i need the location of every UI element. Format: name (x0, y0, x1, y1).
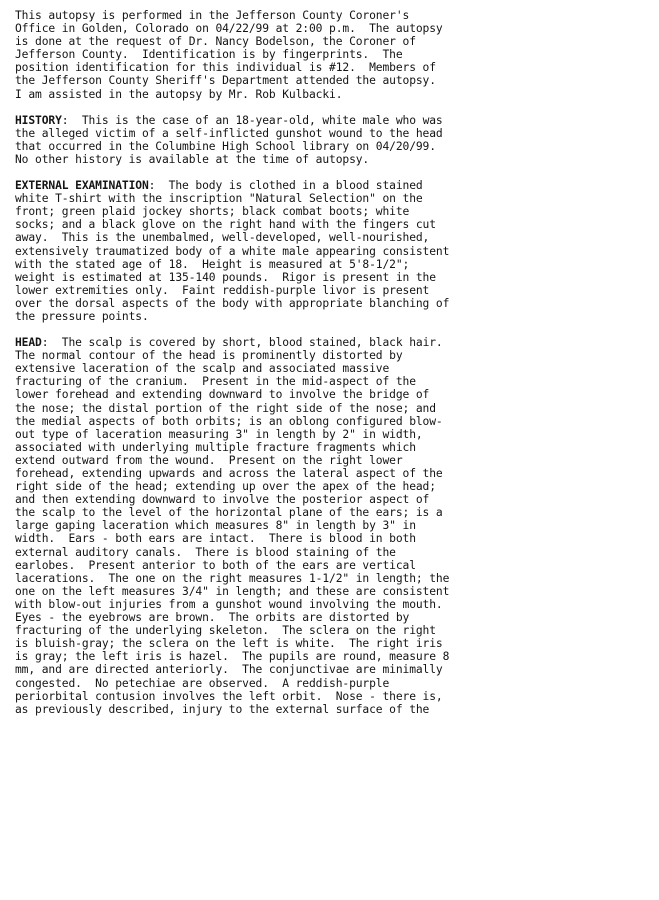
text-line: lower forehead and extending downward to involve the bridge of (15, 388, 430, 402)
text-line: with the stated age of 18. Height is measured at 5'8-1/2"; (15, 257, 410, 271)
text-line: is bluish-gray; the sclera on the left is white. The right iris (15, 637, 443, 651)
text-line: No other history is available at the time of autopsy. (15, 152, 370, 166)
text-line: is done at the request of Dr. Nancy Bodelson, the Coroner of (15, 35, 416, 49)
text-line: the nose; the distal portion of the right side of the nose; and (15, 401, 436, 415)
text-line: associated with underlying multiple fracture fragments which (15, 440, 416, 454)
history-paragraph (15, 114, 649, 166)
text-line: position identification for this individual is #12. Members of (15, 61, 436, 75)
text-line: The normal contour of the head is prominently distorted by (15, 349, 403, 363)
line-text: : The scalp is covered by short, blood stained, black hair. (41, 336, 443, 350)
text-line: forehead, extending upwards and across the lateral aspect of the (15, 467, 443, 480)
text-line: Office in Golden, Colorado on 04/22/99 at 2:00 p.m. The autopsy (15, 22, 443, 36)
text-line: with blow-out injuries from a gunshot wound involving the mouth. (15, 597, 443, 611)
text-line: width. Ears - both ears are intact. There is blood in both (15, 532, 416, 546)
line-text: : This is the case of an 18-year-old, white male who was (61, 113, 443, 127)
text-line: congested. No petechiae are observed. A reddish-purple (15, 676, 390, 690)
text-line: the pressure points. (15, 309, 149, 323)
text-line: white T-shirt with the inscription "Natural Selection" on the (15, 192, 423, 206)
text-line: fracturing of the underlying skeleton. The sclera on the right (15, 624, 436, 638)
text-line: This autopsy is performed in the Jefferson County Coroner's (15, 9, 410, 22)
text-line: out type of laceration measuring 3" in length by 2" in width, (15, 427, 423, 441)
text-line: mm, and are directed anteriorly. The conjunctivae are minimally (15, 663, 443, 677)
text-line (15, 114, 649, 127)
text-line: lacerations. The one on the right measures 1-1/2" in length; the (15, 571, 450, 585)
text-line: fracturing of the cranium. Present in the mid-aspect of the (15, 375, 416, 389)
text-line: over the dorsal aspects of the body with appropriate blanching of (15, 296, 450, 310)
text-line: earlobes. Present anterior to both of the ears are vertical (15, 558, 416, 572)
section-heading: HISTORY (15, 113, 62, 127)
text-line: Eyes - the eyebrows are brown. The orbits are distorted by (15, 611, 410, 625)
text-line: Jefferson County. Identification is by fingerprints. The (15, 48, 403, 62)
text-line: and then extending downward to involve the posterior aspect of (15, 493, 430, 507)
text-line: as previously described, injury to the external surface of the (15, 702, 430, 716)
text-line: extensive laceration of the scalp and associated massive (15, 362, 390, 376)
text-line: the Jefferson County Sheriff's Department attended the autopsy. (15, 74, 436, 88)
text-line: away. This is the unembalmed, well-developed, well-nourished, (15, 231, 430, 245)
text-line: that occurred in the Columbine High School library on 04/20/99. (15, 139, 436, 153)
text-line: I am assisted in the autopsy by Mr. Rob Kulbacki. (15, 87, 343, 101)
intro-paragraph (15, 9, 649, 101)
text-line: external auditory canals. There is blood staining of the (15, 545, 396, 559)
text-line: front; green plaid jockey shorts; black combat boots; white (15, 205, 410, 219)
text-line: right side of the head; extending up over the apex of the head; (15, 480, 436, 494)
text-line: lower extremities only. Faint reddish-purple livor is present (15, 283, 430, 297)
section-heading: EXTERNAL EXAMINATION (15, 179, 149, 193)
report-body (15, 9, 649, 716)
text-line: the alleged victim of a self-inflicted gunshot wound to the head (15, 126, 443, 140)
text-line (15, 336, 649, 349)
line-text: : The body is clothed in a blood stained (148, 179, 423, 193)
text-line: socks; and a black glove on the right hand with the fingers cut (15, 218, 436, 232)
external-examination-paragraph (15, 179, 649, 323)
text-line: extend outward from the wound. Present on the right lower (15, 453, 403, 467)
text-line (15, 179, 649, 192)
text-line: periorbital contusion involves the left orbit. Nose - there is, (15, 689, 443, 703)
text-line: weight is estimated at 135-140 pounds. Rigor is present in the (15, 270, 436, 284)
section-heading: HEAD (15, 336, 42, 350)
text-line: extensively traumatized body of a white male appearing consistent (15, 244, 450, 258)
head-paragraph (15, 336, 649, 716)
text-line: large gaping laceration which measures 8" in length by 3" in (15, 519, 416, 533)
text-line: is gray; the left iris is hazel. The pupils are round, measure 8 (15, 650, 450, 664)
text-line: one on the left measures 3/4" in length; and these are consistent (15, 584, 450, 598)
text-line: the scalp to the level of the horizontal plane of the ears; is a (15, 506, 443, 520)
text-line: the medial aspects of both orbits; is an oblong configured blow- (15, 414, 443, 428)
